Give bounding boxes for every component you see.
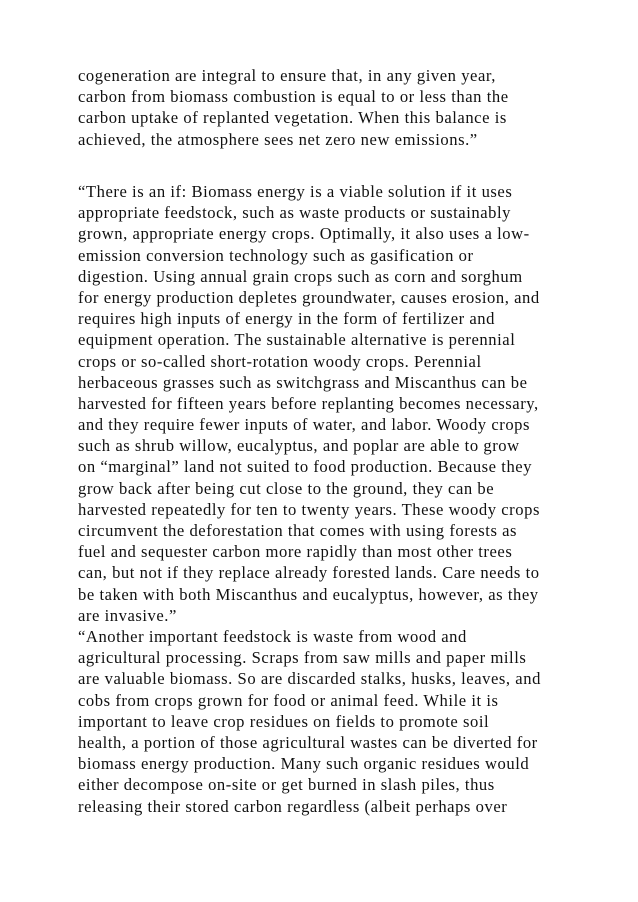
text-line: for energy production depletes groundwater, causes erosion, and <box>78 287 540 307</box>
text-line: herbaceous grasses such as switchgrass and Miscanthus can be <box>78 372 528 392</box>
text-line: carbon uptake of replanted vegetation. When this balance is <box>78 108 507 128</box>
text-line: can, but not if they replace already forested lands. Care needs to <box>78 563 540 583</box>
text-line: carbon from biomass combustion is equal to or less than the <box>78 87 509 107</box>
text-line: appropriate feedstock, such as waste products or sustainably <box>78 203 511 223</box>
text-line: harvested repeatedly for ten to twenty years. These woody crops <box>78 499 540 519</box>
text-line: releasing their stored carbon regardless (albeit perhaps over <box>78 796 508 816</box>
text-line: “Another important feedstock is waste from wood and <box>78 627 467 646</box>
text-line: harvested for fifteen years before replanting becomes necessary, <box>78 393 539 413</box>
text-line: cobs from crops grown for food or animal feed. While it is <box>78 690 499 710</box>
text-line: and they require fewer inputs of water, and labor. Woody crops <box>78 415 531 435</box>
text-line: on “marginal” land not suited to food production. Because they <box>78 457 533 477</box>
text-line: crops or so-called short-rotation woody crops. Perennial <box>78 351 482 371</box>
text-line: health, a portion of those agricultural wastes can be diverted for <box>78 732 538 752</box>
text-line: circumvent the deforestation that comes with using forests as <box>78 521 518 540</box>
text-line: are invasive.” <box>78 605 177 625</box>
text-line: achieved, the atmosphere sees net zero new emissions.” <box>78 129 478 149</box>
text-line: either decompose on-site or get burned in slash piles, thus <box>78 775 495 795</box>
text-line: grow back after being cut close to the ground, they can be <box>78 478 495 498</box>
text-line: emission conversion technology such as gasification or <box>78 245 474 265</box>
text-line: grown, appropriate energy crops. Optimally, it also uses a low- <box>78 224 530 244</box>
text-line: biomass energy production. Many such organic residues would <box>78 754 530 774</box>
text-line: equipment operation. The sustainable alternative is perennial <box>78 330 516 350</box>
paragraph <box>78 65 578 150</box>
text-line: requires high inputs of energy in the form of fertilizer and <box>78 309 495 329</box>
paragraph <box>78 181 578 626</box>
text-line: cogeneration are integral to ensure that, in any given year, <box>78 66 496 85</box>
text-line: fuel and sequester carbon more rapidly than most other trees <box>78 542 513 562</box>
text-line: are valuable biomass. So are discarded stalks, husks, leaves, and <box>78 669 541 689</box>
paragraph <box>78 626 578 817</box>
text-line: “There is an if: Biomass energy is a viable solution if it uses <box>78 182 513 201</box>
text-line: agricultural processing. Scraps from saw mills and paper mills <box>78 648 527 668</box>
text-line: important to leave crop residues on fields to promote soil <box>78 711 490 731</box>
text-line: such as shrub willow, eucalyptus, and poplar are able to grow <box>78 436 520 456</box>
text-line: be taken with both Miscanthus and eucalyptus, however, as they <box>78 584 539 604</box>
text-line: digestion. Using annual grain crops such as corn and sorghum <box>78 266 523 286</box>
